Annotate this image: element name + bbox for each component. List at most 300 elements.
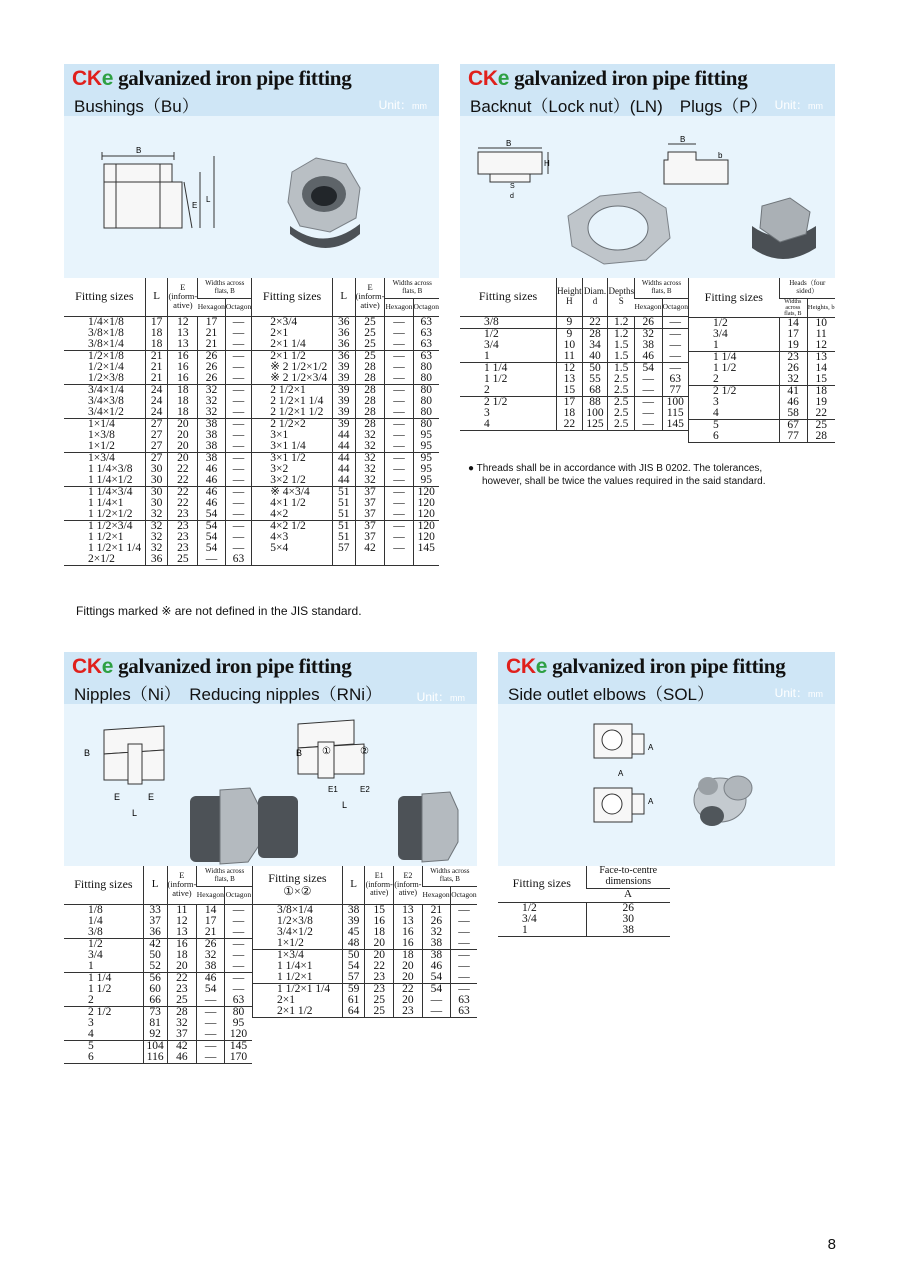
nipple-row xyxy=(64,995,252,1007)
nipple-row xyxy=(64,904,252,916)
reducing-nipple-value-cell: 39 xyxy=(342,916,364,927)
bushing-size-cell: 3×2 1/2 xyxy=(252,475,333,487)
reducing-nipple-value-cell: — xyxy=(450,983,477,995)
bushing-size-cell: 1/2×3/8 xyxy=(88,371,124,384)
bushing-value-cell: 27 xyxy=(145,418,168,430)
locknut-value-cell: 1.5 xyxy=(608,351,635,363)
nipple-value-cell: 50 xyxy=(143,950,167,961)
bushing-value-cell: 32 xyxy=(145,532,168,543)
bushing-value-cell: — xyxy=(225,373,251,385)
bushing-row xyxy=(64,532,439,543)
bushing-value-cell: 120 xyxy=(413,486,439,498)
bushing-value-cell: 28 xyxy=(355,362,385,373)
plug-size-cell: 1/2 xyxy=(713,317,728,330)
locknut-value-cell: 55 xyxy=(582,374,608,385)
nipple-size-cell: 6 xyxy=(64,1052,143,1064)
bushing-value-cell: 38 xyxy=(198,418,226,430)
fig-label-e: E xyxy=(192,201,198,210)
bushing-size-cell: 3/8×1/8 xyxy=(88,326,124,339)
p-col-heights: Heights, b xyxy=(807,298,835,318)
reducing-nipple-value-cell: 38 xyxy=(422,938,450,950)
nipple-value-cell: — xyxy=(197,1052,225,1064)
plug-size-cell: 4 xyxy=(713,407,719,420)
bushing-value-cell: 36 xyxy=(332,350,355,362)
locknut-value-cell: — xyxy=(662,316,688,328)
sol-size-cell: 3/4 xyxy=(522,912,537,925)
locknut-value-cell: 50 xyxy=(582,362,608,374)
backnut-subtitle: Backnut（Lock nut）(LN) Plugs（P） xyxy=(470,97,768,116)
bushing-value-cell: 38 xyxy=(198,441,226,453)
reducing-nipple-value-cell: 16 xyxy=(394,938,423,950)
bushing-value-cell: 32 xyxy=(355,475,385,487)
backnut-note xyxy=(468,462,766,488)
reducing-nipple-value-cell: 25 xyxy=(365,995,394,1006)
fig-label-l-r: L xyxy=(342,800,348,810)
unit-label: Unit：mm xyxy=(378,98,427,112)
fig-label-l: L xyxy=(132,808,138,818)
bushing-row xyxy=(64,350,439,362)
reducing-nipple-row xyxy=(253,961,478,972)
nipple-value-cell: — xyxy=(197,1040,225,1052)
bushing-row xyxy=(64,441,439,453)
bushing-value-cell: 51 xyxy=(332,486,355,498)
p-col-heads: Heads（four sided） xyxy=(779,278,835,298)
plug-row xyxy=(689,431,836,443)
reducing-nipple-value-cell: 15 xyxy=(365,904,394,916)
nipple-size-cell: 5 xyxy=(64,1040,143,1052)
locknut-size-cell: 2 1/2 xyxy=(460,396,557,408)
bushing-row xyxy=(64,452,439,464)
bushing-value-cell: 21 xyxy=(198,328,226,339)
plug-size-cell: 2 1/2 xyxy=(689,386,780,398)
nipple-value-cell: 11 xyxy=(167,904,197,916)
nipples-header xyxy=(64,652,477,704)
plug-row xyxy=(689,420,836,432)
plug-size-cell: 3/4 xyxy=(713,328,728,341)
fig-label-a-1: A xyxy=(648,743,654,752)
plug-row xyxy=(689,318,836,330)
plug-row xyxy=(689,374,836,386)
reducing-nipple-size-cell: 3/8×1/4 xyxy=(277,903,313,916)
bushing-value-cell: 39 xyxy=(332,373,355,385)
reducing-nipple-value-cell: 54 xyxy=(342,961,364,972)
bushing-size-cell: 3×1 xyxy=(252,430,333,441)
bushing-value-cell: 95 xyxy=(413,430,439,441)
bushing-value-cell: — xyxy=(225,396,251,407)
sol-table xyxy=(498,866,670,937)
bushing-size-cell: 1 1/2×3/4 xyxy=(64,520,145,532)
nipple-value-cell: — xyxy=(224,950,252,961)
ln-col-hexagon: Hexagon xyxy=(634,298,662,316)
nipple-rows xyxy=(64,904,252,1063)
col-fitting-sizes: Fitting sizes xyxy=(64,278,145,316)
bushing-value-cell: — xyxy=(385,509,413,521)
bushing-value-cell: 32 xyxy=(355,441,385,453)
bushing-value-cell: 21 xyxy=(145,362,168,373)
fig-label-c1: ① xyxy=(322,746,331,757)
bushing-value-cell: 18 xyxy=(168,384,198,396)
ln-col-depth: Depths S xyxy=(608,278,635,316)
locknut-size-cell: 1 xyxy=(484,349,490,362)
locknut-value-cell: 28 xyxy=(582,328,608,340)
nipple-size-cell: 1/4 xyxy=(88,914,103,927)
nipple-value-cell: 42 xyxy=(167,1040,197,1052)
nipple-value-cell: 37 xyxy=(143,916,167,927)
reducing-nipple-size-cell: 3/4×1/2 xyxy=(277,925,313,938)
nipple-value-cell: 60 xyxy=(143,984,167,995)
bushing-value-cell: — xyxy=(385,328,413,339)
nipple-row xyxy=(64,916,252,927)
fig-label-e-2: E xyxy=(148,792,155,802)
nipple-photo xyxy=(190,788,298,864)
col-octagon: Octagon xyxy=(225,298,251,316)
ni-col-size: Fitting sizes xyxy=(64,866,143,904)
plug-size-cell: 1 1/4 xyxy=(689,352,780,364)
sol-row xyxy=(498,925,670,937)
nipple-row xyxy=(64,1052,252,1064)
unit-label: Unit：mm xyxy=(416,690,465,704)
nipple-row xyxy=(64,972,252,984)
locknut-value-cell: 145 xyxy=(662,419,688,431)
reducing-nipple-size-cell: 2×1 1/2 xyxy=(253,1006,343,1018)
bushing-value-cell: 32 xyxy=(198,384,226,396)
plug-value-cell: 32 xyxy=(779,374,807,386)
nipple-row xyxy=(64,1018,252,1029)
bushing-size-cell: 1 1/4×1/2 xyxy=(88,473,133,486)
locknut-value-cell: 100 xyxy=(582,408,608,419)
reducing-nipple-size-cell: 2×1 xyxy=(277,993,295,1006)
bushing-value-cell: 23 xyxy=(168,543,198,554)
nipple-size-cell: 1/8 xyxy=(88,903,103,916)
bushing-size-cell: 2 1/2×2 xyxy=(252,418,333,430)
fig-label-e2: E2 xyxy=(360,785,370,794)
bushing-value-cell: — xyxy=(198,554,226,566)
bushing-value-cell: 25 xyxy=(355,339,385,351)
bushing-size-cell: ※ 2 1/2×1/2 xyxy=(252,362,333,373)
nipples-drawing xyxy=(64,704,477,866)
nipple-value-cell: 36 xyxy=(143,927,167,939)
bushing-size-cell: 2 1/2×1 xyxy=(252,384,333,396)
nipple-value-cell: — xyxy=(197,1029,225,1041)
fig-label-a-3: A xyxy=(648,797,654,806)
bushing-value-cell: 32 xyxy=(145,520,168,532)
bushing-value-cell: 46 xyxy=(198,475,226,487)
nipple-value-cell: — xyxy=(224,972,252,984)
plug-row xyxy=(689,363,836,374)
nipple-row xyxy=(64,961,252,973)
nipple-row xyxy=(64,1040,252,1052)
ln-col-height: Height H xyxy=(557,278,583,316)
reducing-nipple-value-cell: 23 xyxy=(365,983,394,995)
plug-value-cell: 77 xyxy=(779,431,807,443)
bushing-value-cell: 32 xyxy=(355,452,385,464)
p-col-widths: Widths across flats, B xyxy=(779,298,807,318)
bushing-size-cell: ※ 4×3/4 xyxy=(252,486,333,498)
bushing-value-cell: — xyxy=(225,430,251,441)
locknut-value-cell: 1.5 xyxy=(608,340,635,351)
locknut-value-cell: 17 xyxy=(557,396,583,408)
plug-row xyxy=(689,386,836,398)
bushing-size-cell: 1×3/8 xyxy=(88,428,115,441)
bushing-value-cell: 57 xyxy=(332,543,355,554)
bushing-value-cell: 28 xyxy=(355,373,385,385)
col-e: E (inform-ative) xyxy=(168,278,198,316)
locknut-value-cell: — xyxy=(662,328,688,340)
reducing-nipple-size-cell: 1 1/2×1 xyxy=(277,970,313,983)
col-octagon-2: Octagon xyxy=(413,298,439,316)
locknut-size-cell: 3/4 xyxy=(484,338,499,351)
bushing-value-cell: — xyxy=(225,418,251,430)
locknut-size-cell: 2 xyxy=(484,383,490,396)
bushing-value-cell: 44 xyxy=(332,441,355,453)
ni-col-hexagon: Hexagon xyxy=(197,886,225,904)
reducing-nipple-row xyxy=(253,972,478,984)
nipple-value-cell: 37 xyxy=(167,1029,197,1041)
plug-size-cell: 3 xyxy=(713,396,719,409)
bushing-value-cell: 54 xyxy=(198,532,226,543)
bushing-value-cell: 17 xyxy=(198,316,226,328)
bushing-value-cell: 51 xyxy=(332,532,355,543)
locknut-value-cell: 77 xyxy=(662,385,688,397)
bushing-value-cell: — xyxy=(225,407,251,419)
bushing-row xyxy=(64,520,439,532)
nipple-value-cell: 120 xyxy=(224,1029,252,1041)
locknut-value-cell: 2.5 xyxy=(608,408,635,419)
locknut-row xyxy=(460,340,688,351)
col-fitting-sizes-2: Fitting sizes xyxy=(252,278,333,316)
bushing-size-cell: 2 1/2×1 1/4 xyxy=(252,396,333,407)
locknut-value-cell: 88 xyxy=(582,396,608,408)
reducing-nipple-table xyxy=(252,866,477,1018)
plug-value-cell: 13 xyxy=(807,352,835,364)
locknut-value-cell: 38 xyxy=(634,340,662,351)
plug-value-cell: 67 xyxy=(779,420,807,432)
sol-row xyxy=(498,914,670,925)
bushing-value-cell: — xyxy=(385,316,413,328)
bushing-size-cell: 3×2 xyxy=(252,464,333,475)
nipple-value-cell: 23 xyxy=(167,984,197,995)
bushing-size-cell: 1 1/4×3/8 xyxy=(88,462,133,475)
reducing-nipple-value-cell: 23 xyxy=(365,972,394,984)
ni-col-l: L xyxy=(143,866,167,904)
reducing-nipple-row xyxy=(253,1006,478,1018)
bushing-value-cell: — xyxy=(385,350,413,362)
bushing-value-cell: 21 xyxy=(145,350,168,362)
nipple-row xyxy=(64,1006,252,1018)
bushing-value-cell: 44 xyxy=(332,430,355,441)
bushing-size-cell: 1 1/2×1 xyxy=(88,530,124,543)
plug-value-cell: 26 xyxy=(779,363,807,374)
bushing-size-cell: 3/8×1/4 xyxy=(88,337,124,350)
ln-col-diam: Diam. d xyxy=(582,278,608,316)
locknut-value-cell: 15 xyxy=(557,385,583,397)
backnut-drawing xyxy=(460,116,835,278)
bushing-row xyxy=(64,418,439,430)
rni-col-size: Fitting sizes ①×② xyxy=(253,866,343,904)
bushing-value-cell: 37 xyxy=(355,532,385,543)
backnut-figure xyxy=(460,116,835,278)
bushings-header xyxy=(64,64,439,116)
reducing-nipple-row xyxy=(253,938,478,950)
bushing-value-cell: 21 xyxy=(198,339,226,351)
locknut-value-cell: — xyxy=(634,396,662,408)
reducing-nipple-value-cell: 22 xyxy=(394,983,423,995)
locknut-value-cell: 115 xyxy=(662,408,688,419)
nipple-value-cell: — xyxy=(224,938,252,950)
bushing-size-cell: 1 1/4×3/4 xyxy=(64,486,145,498)
locknut-value-cell: 34 xyxy=(582,340,608,351)
reducing-nipple-size-cell: 1 1/2×1 1/4 xyxy=(253,983,343,995)
bushing-value-cell: 44 xyxy=(332,464,355,475)
plug-value-cell: 25 xyxy=(807,420,835,432)
locknut-value-cell: 46 xyxy=(634,351,662,363)
plug-size-cell: 1 1/2 xyxy=(713,362,737,375)
locknut-value-cell: 40 xyxy=(582,351,608,363)
bushing-size-cell: 2×1 xyxy=(252,328,333,339)
bushing-value-cell: 20 xyxy=(168,441,198,453)
bushing-row xyxy=(64,373,439,385)
sol-title: CKe galvanized iron pipe fitting xyxy=(506,654,786,678)
bushing-value-cell: 120 xyxy=(413,520,439,532)
locknut-value-cell: 100 xyxy=(662,396,688,408)
bushing-value-cell: 16 xyxy=(168,350,198,362)
bushing-row xyxy=(64,316,439,328)
bushing-value-cell: 28 xyxy=(355,418,385,430)
nipple-row xyxy=(64,938,252,950)
bushing-value-cell: — xyxy=(225,441,251,453)
page-number: 8 xyxy=(827,1236,836,1253)
locknut-value-cell: 2.5 xyxy=(608,419,635,431)
bushing-value-cell: 39 xyxy=(332,407,355,419)
bushing-value-cell: — xyxy=(225,464,251,475)
reducing-nipple-value-cell: 64 xyxy=(342,1006,364,1018)
locknut-row xyxy=(460,328,688,340)
reducing-nipple-value-cell: 22 xyxy=(365,961,394,972)
nipple-value-cell: 116 xyxy=(143,1052,167,1064)
reducing-nipple-rows xyxy=(253,904,478,1017)
fig-label-b: B xyxy=(84,748,91,758)
locknut-value-cell: 2.5 xyxy=(608,374,635,385)
bushing-value-cell: — xyxy=(385,396,413,407)
locknut-value-cell: 22 xyxy=(557,419,583,431)
reducing-nipple-value-cell: 48 xyxy=(342,938,364,950)
reducing-nipple-value-cell: 46 xyxy=(422,961,450,972)
bushing-value-cell: — xyxy=(385,441,413,453)
nipple-value-cell: 25 xyxy=(167,995,197,1007)
bushing-row xyxy=(64,464,439,475)
bushings-rows xyxy=(64,316,439,565)
bushing-value-cell: 30 xyxy=(145,486,168,498)
bushing-size-cell: 1/2×1/8 xyxy=(64,350,145,362)
note-bullet: ● xyxy=(468,463,475,474)
bushing-value-cell: — xyxy=(225,520,251,532)
col-l-2: L xyxy=(332,278,355,316)
bushing-value-cell: 80 xyxy=(413,362,439,373)
plug-rows xyxy=(689,318,836,443)
bushing-value-cell xyxy=(413,554,439,566)
reducing-nipple-value-cell: 21 xyxy=(422,904,450,916)
bushing-value-cell: 95 xyxy=(413,475,439,487)
fig-label-e1: E1 xyxy=(328,785,338,794)
reducing-nipple-value-cell: 20 xyxy=(394,972,423,984)
bushing-value-cell: 38 xyxy=(198,452,226,464)
col-widths-2: Widths across flats, B xyxy=(385,278,439,298)
bushing-value-cell: — xyxy=(385,407,413,419)
bushing-row xyxy=(64,396,439,407)
bushing-value-cell: 120 xyxy=(413,498,439,509)
bushing-size-cell: 3/4×1/4 xyxy=(64,384,145,396)
plug-value-cell: 28 xyxy=(807,431,835,443)
reducing-nipple-value-cell: 38 xyxy=(422,949,450,961)
bushing-value-cell: — xyxy=(225,362,251,373)
nipple-size-cell: 3/8 xyxy=(88,925,103,938)
bushing-value-cell: 36 xyxy=(332,328,355,339)
plug-row xyxy=(689,397,836,408)
reducing-nipple-row xyxy=(253,983,478,995)
nipple-value-cell: — xyxy=(197,995,225,1007)
bushing-value-cell: 54 xyxy=(198,520,226,532)
bushing-value-cell: 36 xyxy=(145,554,168,566)
locknut-size-cell: 3/8 xyxy=(484,315,499,328)
rni-col-l: L xyxy=(342,866,364,904)
fig-label-b: B xyxy=(506,139,512,148)
locknut-value-cell: — xyxy=(662,362,688,374)
bushing-value-cell: — xyxy=(385,452,413,464)
plug-size-cell: 5 xyxy=(689,420,780,432)
bushing-size-cell: 1×1/4 xyxy=(64,418,145,430)
fig-label-d: d xyxy=(510,193,514,200)
bushing-value-cell: 39 xyxy=(332,396,355,407)
plug-size-cell: 6 xyxy=(689,431,780,443)
reducing-nipple-value-cell: 32 xyxy=(422,927,450,938)
reducing-nipple-value-cell: — xyxy=(450,961,477,972)
bushing-value-cell: 80 xyxy=(413,396,439,407)
bushing-size-cell: 1×1/2 xyxy=(88,439,115,452)
nipple-value-cell: 46 xyxy=(197,972,225,984)
reducing-nipple-value-cell: — xyxy=(422,1006,450,1018)
reducing-nipple-value-cell: 20 xyxy=(394,995,423,1006)
plug-value-cell: 14 xyxy=(807,363,835,374)
bushing-size-cell: 4×2 1/2 xyxy=(252,520,333,532)
bushing-value-cell: 80 xyxy=(413,373,439,385)
reducing-nipple-value-cell: 50 xyxy=(342,949,364,961)
bushing-row xyxy=(64,475,439,487)
locknut-value-cell: — xyxy=(634,385,662,397)
bushing-row xyxy=(64,407,439,419)
bushing-value-cell: 46 xyxy=(198,486,226,498)
bushing-size-cell: 2×1 1/2 xyxy=(252,350,333,362)
col-e-2: E (inform-ative) xyxy=(355,278,385,316)
locknut-value-cell: 2.5 xyxy=(608,385,635,397)
locknut-value-cell: — xyxy=(662,351,688,363)
sol-value-cell: 26 xyxy=(586,902,670,914)
bushing-value-cell: 37 xyxy=(355,509,385,521)
locknut-row xyxy=(460,374,688,385)
bushing-value-cell: 23 xyxy=(168,509,198,521)
reducing-nipple-row xyxy=(253,995,478,1006)
bushing-value-cell: 26 xyxy=(198,362,226,373)
bushing-value-cell: 25 xyxy=(355,316,385,328)
locknut-row xyxy=(460,396,688,408)
bushing-row xyxy=(64,486,439,498)
bushing-value-cell: 16 xyxy=(168,362,198,373)
locknut-value-cell: 26 xyxy=(634,316,662,328)
locknut-value-cell: 68 xyxy=(582,385,608,397)
nipple-value-cell: 16 xyxy=(167,938,197,950)
col-hexagon-2: Hexagon xyxy=(385,298,413,316)
nipple-value-cell: 81 xyxy=(143,1018,167,1029)
nipple-value-cell: 54 xyxy=(197,984,225,995)
